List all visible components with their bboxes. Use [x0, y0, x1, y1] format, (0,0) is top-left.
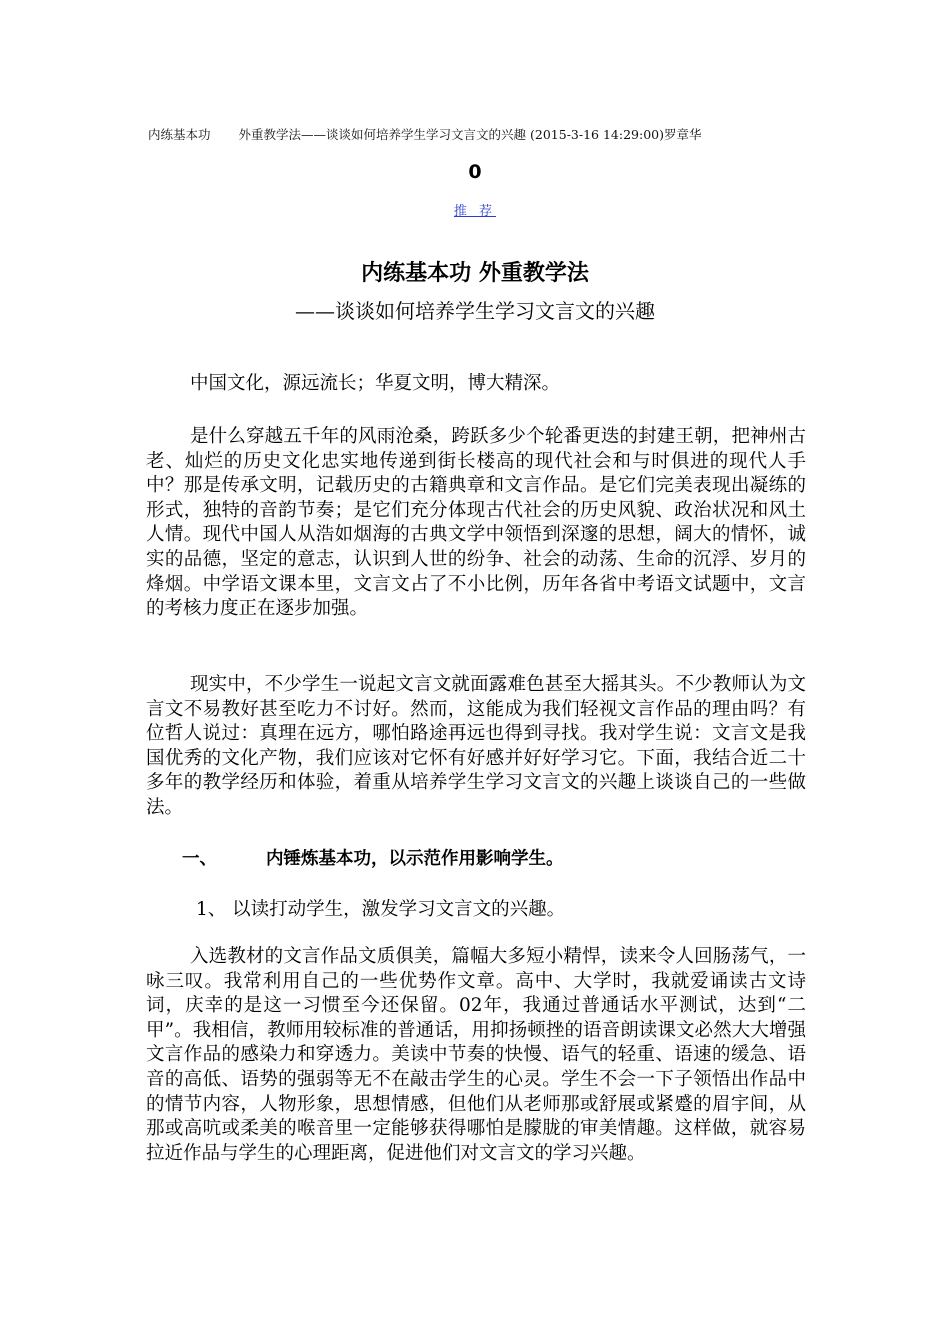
- section-heading-text: 内锤炼基本功，以示范作用影响学生。: [266, 849, 564, 869]
- body-paragraph-4: 入选教材的文言作品文质俱美，篇幅大多短小精悍，读来令人回肠荡气，一咏三叹。我常利用自己的一些优势作文章。高中、大学时，我就爱诵读古文诗词，庆幸的是这一习惯至今还保留。02年，我通过普通话水平测试，达到“二甲”。我相信，教师用较标准的普通话，用抑扬顿挫的语音朗读课文必然大大增强文言作品的感染力和穿透力。美读中节奏的快慢、语气的轻重、语速的缓急、语音的高低、语势的强弱等无不在敲击学生的心灵。学生不会一下子领悟出作品中的情节内容，人物形象，思想情感，但他们从老师那或舒展或紧蹙的眉宇间，从那或高吭或柔美的喉音里一定能够获得哪怕是朦胧的审美情趣。这样做，就容易拉近作品与学生的心理距离，促进他们对文言文的学习兴趣。: [146, 946, 806, 1164]
- article-meta-line: [148, 126, 848, 144]
- recommend-count: 0: [468, 161, 482, 183]
- article-timestamp-author: (2015-3-16 14:29:00)罗章华: [530, 127, 702, 142]
- page-title: 内练基本功 外重教学法: [361, 261, 589, 286]
- recommend-link[interactable]: 推 荐: [453, 204, 497, 219]
- intro-paragraph: 中国文化，源远流长；华夏文明，博大精深。: [190, 373, 561, 394]
- article-meta-title: 外重教学法——谈谈如何培养学生学习文言文的兴趣: [238, 127, 527, 142]
- section-heading-1: [182, 846, 564, 872]
- article-category[interactable]: 内练基本功: [148, 127, 211, 142]
- page-subtitle: ——谈谈如何培养学生学习文言文的兴趣: [295, 299, 655, 323]
- subsection-heading-1: 1、 以读打动学生，激发学习文言文的兴趣。: [196, 899, 566, 920]
- body-paragraph-2: 是什么穿越五千年的风雨沧桑，跨跃多少个轮番更迭的封建王朝，把神州古老、灿烂的历史文化忠实地传递到街长楼高的现代社会和与时俱进的现代人手中？那是传承文明，记载历史的古籍典章和文言作品。是它们完美表现出凝练的形式，独特的音韵节奏；是它们充分体现古代社会的历史风貌、政治状况和风土人情。现代中国人从浩如烟海的古典文学中领悟到深邃的思想，阔大的情怀，诚实的品德，坚定的意志，认识到人世的纷争、社会的动荡、生命的沉浮、岁月的烽烟。中学语文课本里，文言文占了不小比例，历年各省中考语文试题中，文言的考核力度正在逐步加强。: [146, 426, 806, 620]
- section-number: 一、: [182, 849, 217, 869]
- recommend-container: [0, 203, 950, 221]
- body-paragraph-3: 现实中，不少学生一说起文言文就面露难色甚至大摇其头。不少教师认为文言文不易教好甚至吃力不讨好。然而，这能成为我们轻视文言作品的理由吗？有位哲人说过：真理在远方，哪怕路途再远也得到寻找。我对学生说：文言文是我国优秀的文化产物，我们应该对它怀有好感并好好学习它。下面，我结合近二十多年的教学经历和体验，着重从培养学生学习文言文的兴趣上谈谈自己的一些做法。: [146, 674, 806, 818]
